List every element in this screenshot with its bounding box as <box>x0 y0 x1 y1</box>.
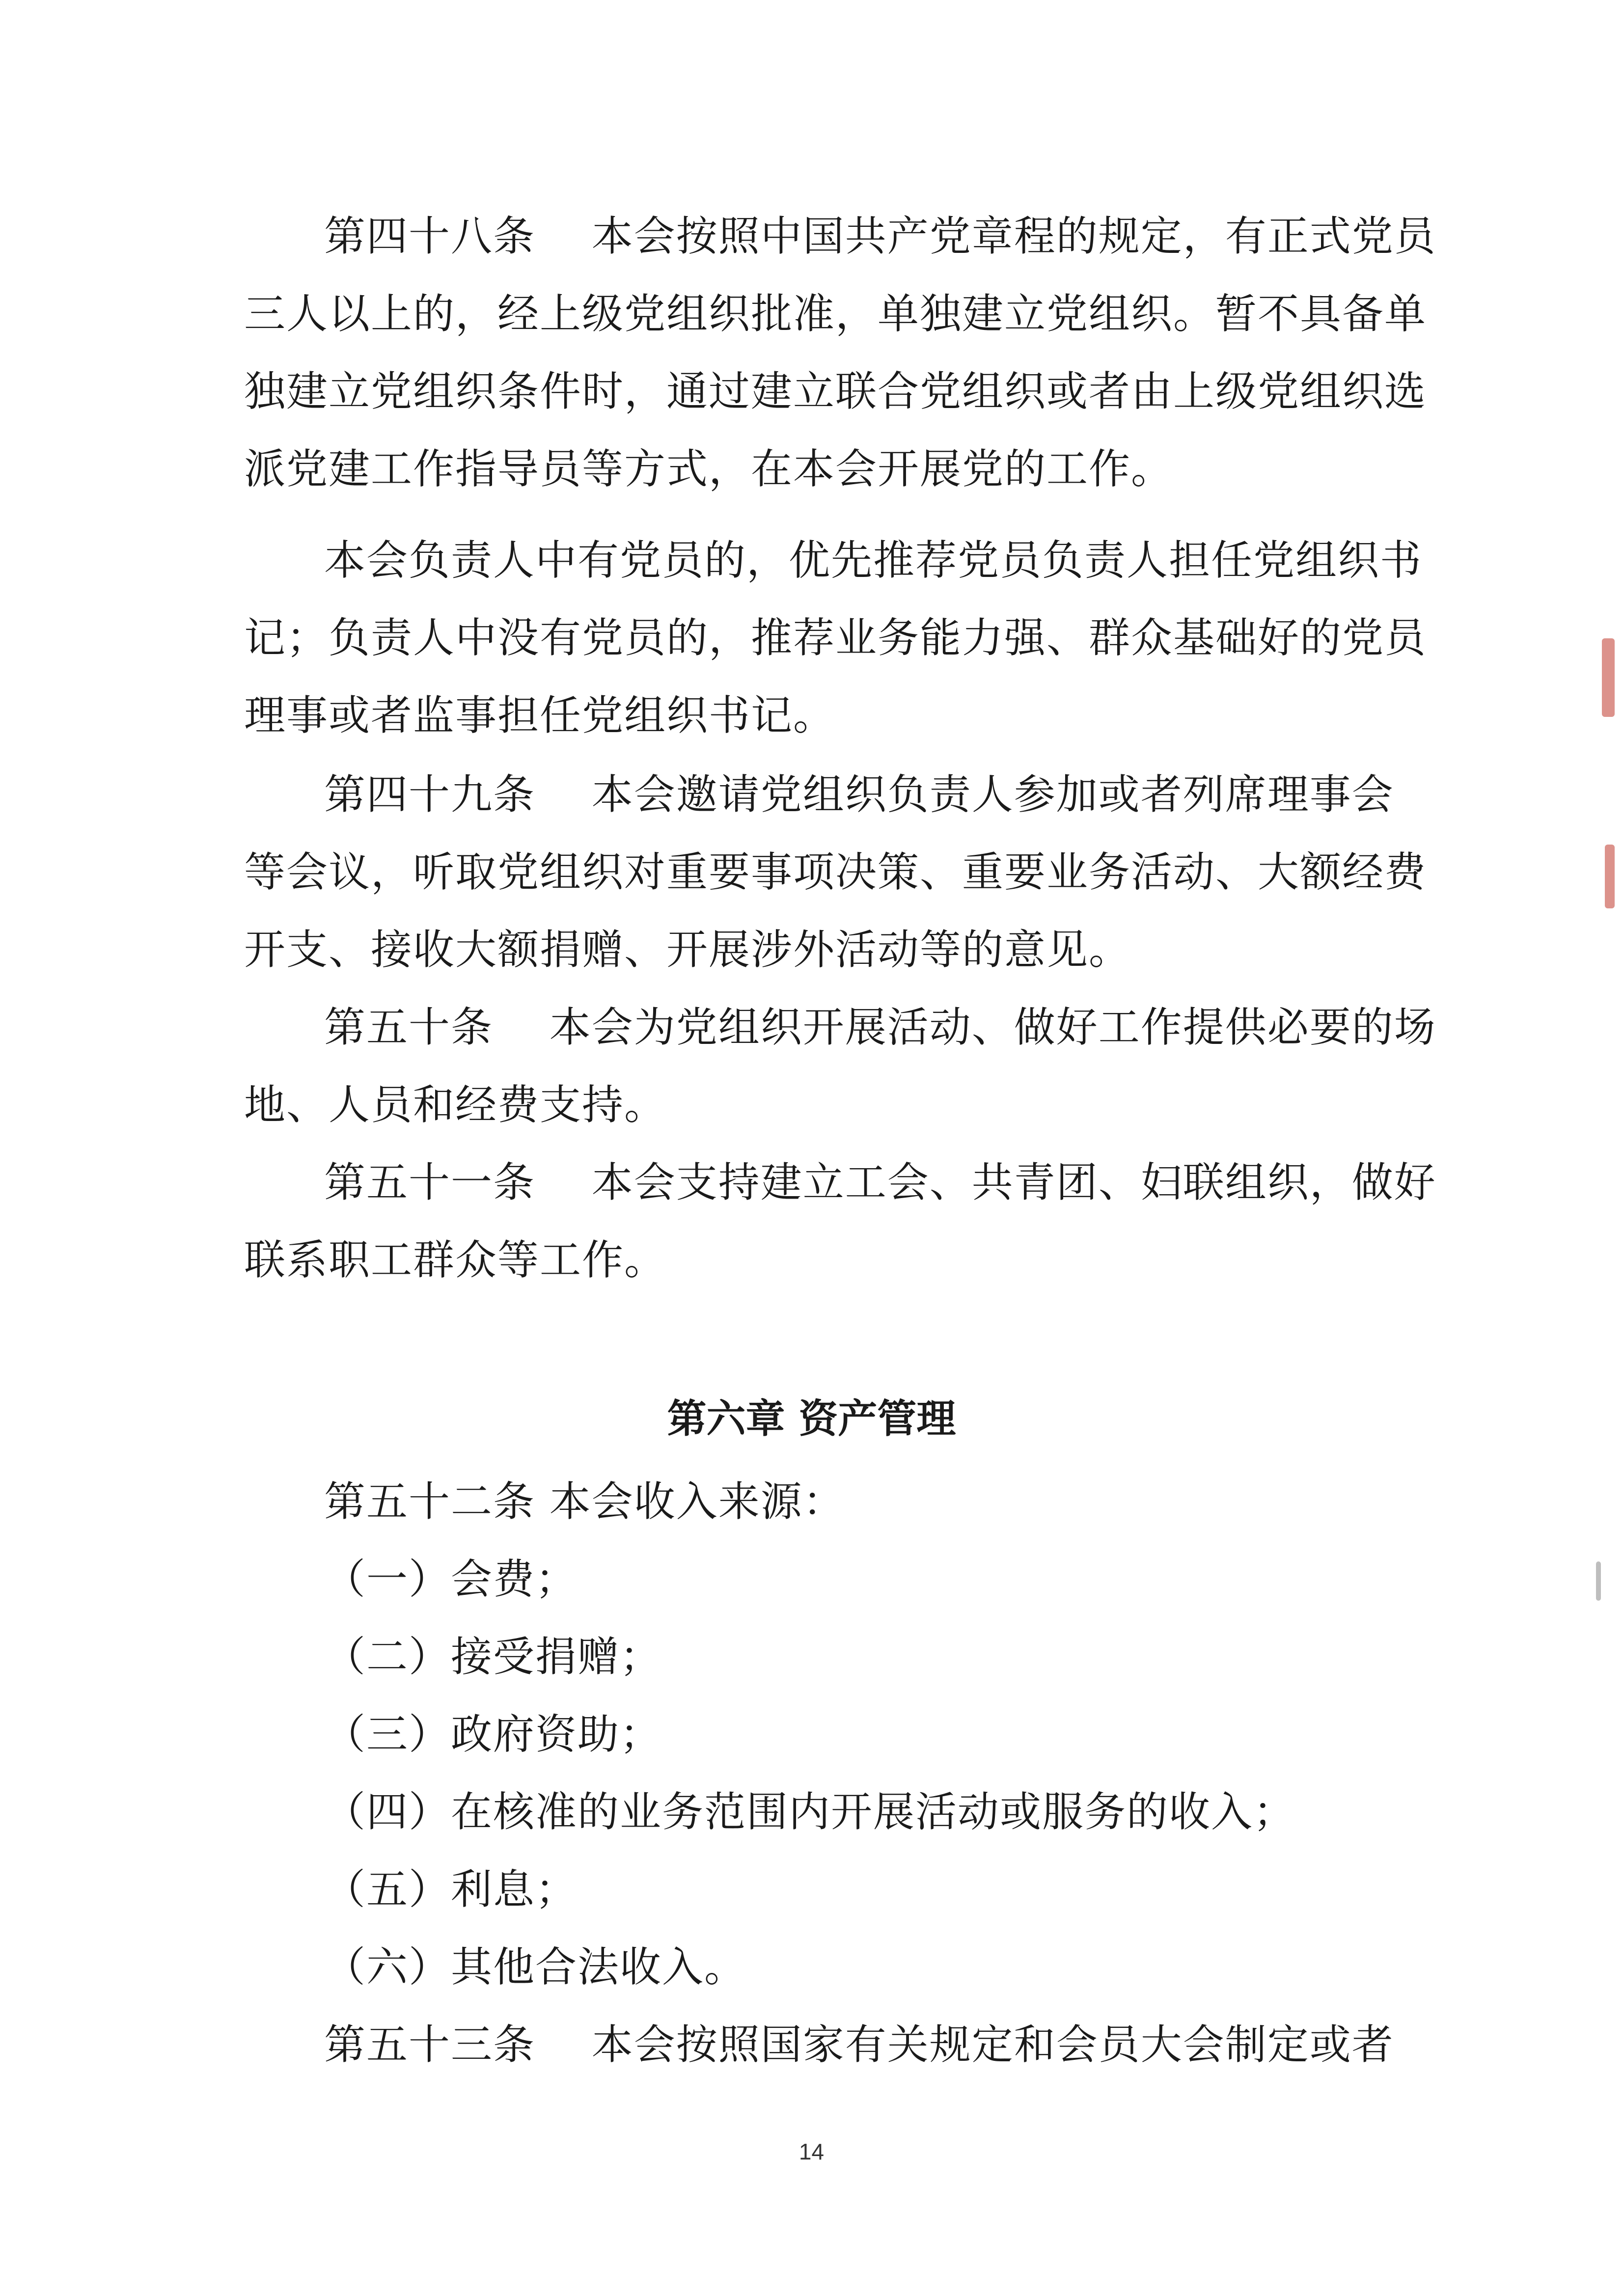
income-source-item: （一）会费； <box>324 1555 578 1603</box>
income-source-item: （三）政府资助； <box>324 1710 662 1758</box>
income-source-item: （四）在核准的业务范围内开展活动或服务的收入； <box>324 1788 1296 1836</box>
article-50-line-1: 第五十条 本会为党组织开展活动、做好工作提供必要的场 <box>324 1003 1436 1051</box>
article-51-line-2: 联系职工群众等工作。 <box>244 1236 667 1284</box>
article-49-line-3: 开支、接收大额捐赠、开展涉外活动等的意见。 <box>244 926 1131 974</box>
secretary-paragraph-line-2: 记；负责人中没有党员的，推荐业务能力强、群众基础好的党员 <box>244 614 1427 662</box>
page-number: 14 <box>798 2139 825 2164</box>
scan-artifact-mark <box>1596 1561 1601 1601</box>
income-source-item: （六）其他合法收入。 <box>324 1943 747 1991</box>
article-50-line-2: 地、人员和经费支持。 <box>244 1081 667 1129</box>
article-48-line-4: 派党建工作指导员等方式，在本会开展党的工作。 <box>244 445 1174 493</box>
income-source-item: （五）利息； <box>324 1865 578 1913</box>
article-52-line: 第五十二条 本会收入来源： <box>324 1477 845 1526</box>
secretary-paragraph-line-3: 理事或者监事担任党组织书记。 <box>244 691 836 739</box>
article-49-line-2: 等会议，听取党组织对重要事项决策、重要业务活动、大额经费 <box>244 848 1427 896</box>
article-48-line-2: 三人以上的，经上级党组织批准，单独建立党组织。暂不具备单 <box>244 290 1427 338</box>
chapter-heading: 第六章 资产管理 <box>667 1396 956 1442</box>
article-51-line-1: 第五十一条 本会支持建立工会、共青团、妇联组织，做好 <box>324 1158 1436 1206</box>
seal-fragment-mark <box>1605 845 1615 908</box>
article-49-line-1: 第四十九条 本会邀请党组织负责人参加或者列席理事会 <box>324 770 1394 819</box>
secretary-paragraph-line-1: 本会负责人中有党员的，优先推荐党员负责人担任党组织书 <box>324 536 1423 584</box>
article-48-line-3: 独建立党组织条件时，通过建立联合党组织或者由上级党组织选 <box>244 367 1427 415</box>
article-53-line-1: 第五十三条 本会按照国家有关规定和会员大会制定或者 <box>324 2021 1394 2069</box>
income-source-item: （二）接受捐赠； <box>324 1633 662 1681</box>
seal-fragment-mark <box>1602 638 1615 717</box>
article-48-line-1: 第四十八条 本会按照中国共产党章程的规定，有正式党员 <box>324 212 1436 260</box>
